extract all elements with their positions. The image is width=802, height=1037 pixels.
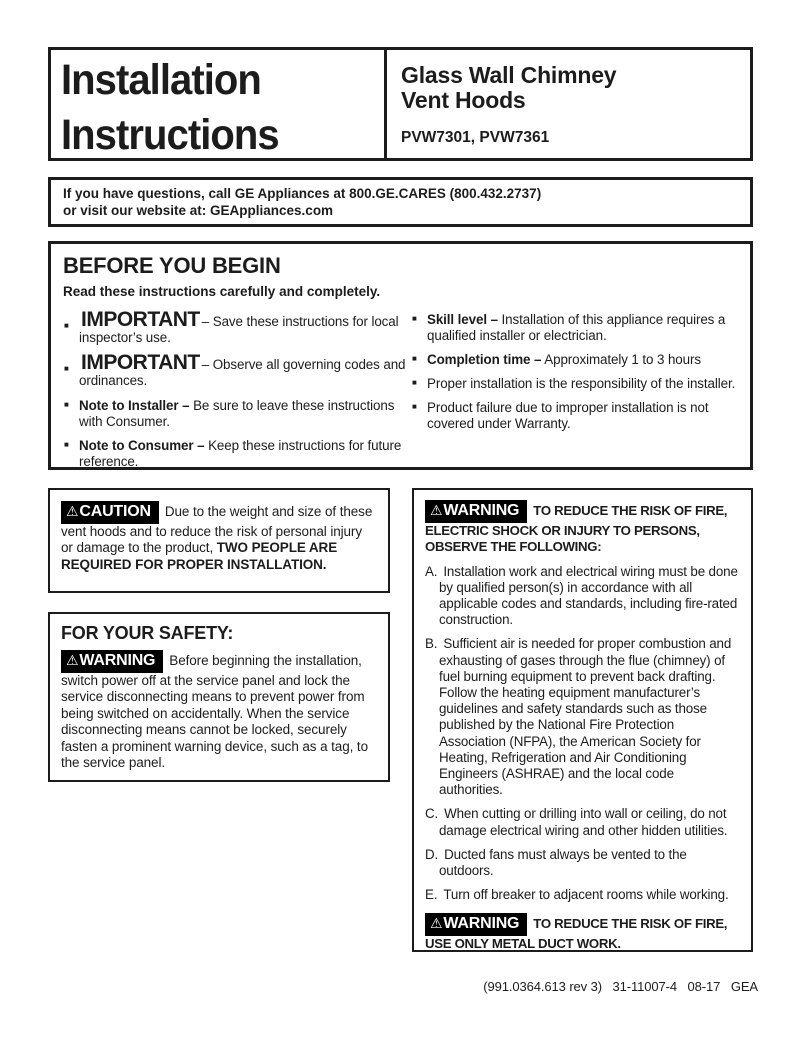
byb-right-column	[411, 312, 738, 478]
before-you-begin-box	[48, 241, 753, 470]
item-letter: B.	[425, 636, 438, 652]
document-title-cell	[51, 50, 387, 158]
byb-left-column	[63, 308, 411, 478]
item-label: Note to Installer –	[79, 398, 190, 413]
list-item	[63, 308, 411, 346]
contact-box	[48, 177, 753, 227]
list-item	[63, 351, 411, 389]
item-letter: C.	[425, 806, 439, 822]
document-title-line2: Instructions	[61, 111, 279, 159]
warning-triangle-icon: ⚠	[430, 503, 443, 519]
contact-line2: or visit our website at: GEAppliances.com	[63, 202, 334, 218]
item-label: IMPORTANT	[81, 351, 200, 374]
item-text: – Save these instructions for local inspector’s use.	[79, 314, 399, 345]
square-bullet-icon: ■	[64, 364, 69, 373]
square-bullet-icon: ■	[412, 402, 417, 411]
caution-text-bold: TWO PEOPLE ARE REQUIRED FOR PROPER INSTALLATION.	[61, 540, 338, 572]
item-label: IMPORTANT	[81, 308, 200, 331]
warning-outro-text: TO REDUCE THE RISK OF FIRE, USE ONLY METAL DUCT WORK.	[425, 916, 728, 951]
item-text: Be sure to leave these instructions with Consumer.	[79, 398, 395, 429]
before-you-begin-subheading: Read these instructions carefully and completely.	[63, 284, 381, 299]
caution-paragraph	[61, 501, 377, 573]
item-letter: A.	[425, 563, 438, 579]
caution-badge	[61, 501, 159, 524]
item-label: Completion time –	[427, 352, 542, 367]
contact-line1: If you have questions, call GE Appliances at 800.GE.CARES (800.432.2737)	[63, 186, 542, 201]
list-item	[411, 376, 738, 392]
warning-item	[425, 847, 740, 879]
item-text: Keep these instructions for future reference.	[79, 438, 402, 469]
item-text: Ducted fans must always be vented to the outdoors.	[439, 846, 687, 878]
before-you-begin-heading: BEFORE YOU BEGIN	[63, 253, 281, 278]
list-item	[63, 398, 411, 430]
warning-badge	[61, 650, 163, 673]
warning-badge-label: WARNING	[79, 652, 156, 669]
caution-badge-label: CAUTION	[79, 503, 151, 520]
warning-item	[425, 564, 740, 629]
safety-paragraph	[61, 650, 377, 772]
item-letter: E.	[425, 887, 438, 903]
item-text: Turn off breaker to adjacent rooms while working.	[443, 887, 729, 903]
item-text: Installation work and electrical wiring must be done by qualified person(s) in accordance with all applicable codes and standards, including fire-rated construction.	[439, 563, 738, 628]
item-text: – Observe all governing codes and ordinances.	[79, 357, 406, 388]
warning-intro	[425, 500, 740, 556]
square-bullet-icon: ■	[64, 440, 69, 449]
before-you-begin-columns	[63, 308, 738, 478]
square-bullet-icon: ■	[412, 354, 417, 363]
safety-text: Before beginning the installation, switch power off at the service panel and lock the service disconnecting means to prevent power from being switched on accidentally. When the service disconnecting means cannot be locked, securely fasten a prominent warning device, such as a tag, to the service panel.	[61, 653, 368, 770]
product-name-line2: Vent Hoods	[401, 87, 526, 113]
warning-badge-label: WARNING	[443, 502, 520, 519]
item-label: Note to Consumer –	[79, 438, 205, 453]
square-bullet-icon: ■	[412, 314, 417, 323]
list-item	[63, 438, 411, 470]
warning-badge-label: WARNING	[443, 915, 520, 933]
item-text: When cutting or drilling into wall or ceiling, do not damage electrical wiring and other hidden utilities.	[439, 806, 728, 838]
square-bullet-icon: ■	[412, 378, 417, 387]
product-name-line1: Glass Wall Chimney	[401, 62, 617, 88]
item-text: Product failure due to improper installation is not covered under Warranty.	[427, 400, 709, 431]
warning-outro	[425, 913, 740, 952]
square-bullet-icon: ■	[64, 400, 69, 409]
item-letter: D.	[425, 846, 439, 862]
warning-intro-text: TO REDUCE THE RISK OF FIRE, ELECTRIC SHOCK OR INJURY TO PERSONS, OBSERVE THE FOLLOWING:	[425, 503, 728, 554]
item-text: Proper installation is the responsibility of the installer.	[427, 376, 736, 391]
product-name	[401, 63, 750, 113]
warning-triangle-icon: ⚠	[66, 653, 79, 669]
list-item	[411, 312, 738, 344]
item-label: Skill level –	[427, 312, 498, 327]
safety-heading: FOR YOUR SAFETY:	[61, 623, 234, 643]
item-text: Approximately 1 to 3 hours	[544, 352, 701, 367]
warning-triangle-icon: ⚠	[66, 504, 79, 520]
safety-box	[48, 612, 390, 782]
caution-text: Due to the weight and size of these vent hoods and to reduce the risk of personal injury or damage to the product,	[61, 504, 373, 555]
item-text: Sufficient air is needed for proper combustion and exhausting of gases through the flue (chimney) of fuel burning equipment to prevent back drafting. Follow the heating equipment manufacturer’s guidelines and safety standards such as those published by the National Fire Protection Association (NFPA), the American Society for Heating, Refrigeration and Air Conditioning Engineers (ASHRAE) and the local code authorities.	[439, 636, 732, 798]
footer-part-numbers: (991.0364.613 rev 3) 31-11007-4 08-17 GEA	[483, 979, 758, 994]
product-cell	[387, 50, 750, 158]
product-models: PVW7301, PVW7361	[401, 129, 550, 146]
warning-box	[412, 488, 753, 952]
square-bullet-icon: ■	[64, 321, 69, 330]
caution-box	[48, 488, 390, 593]
list-item	[411, 400, 738, 432]
header-box	[48, 47, 753, 161]
document-title	[61, 53, 361, 163]
document-title-line1: Installation	[61, 56, 261, 104]
warning-item	[425, 887, 740, 903]
list-item	[411, 352, 738, 368]
warning-badge	[425, 913, 527, 936]
warning-triangle-icon: ⚠	[430, 916, 443, 933]
warning-badge	[425, 500, 527, 523]
warning-item	[425, 636, 740, 798]
warning-item	[425, 806, 740, 838]
item-text: Installation of this appliance requires a qualified installer or electrician.	[427, 312, 726, 343]
